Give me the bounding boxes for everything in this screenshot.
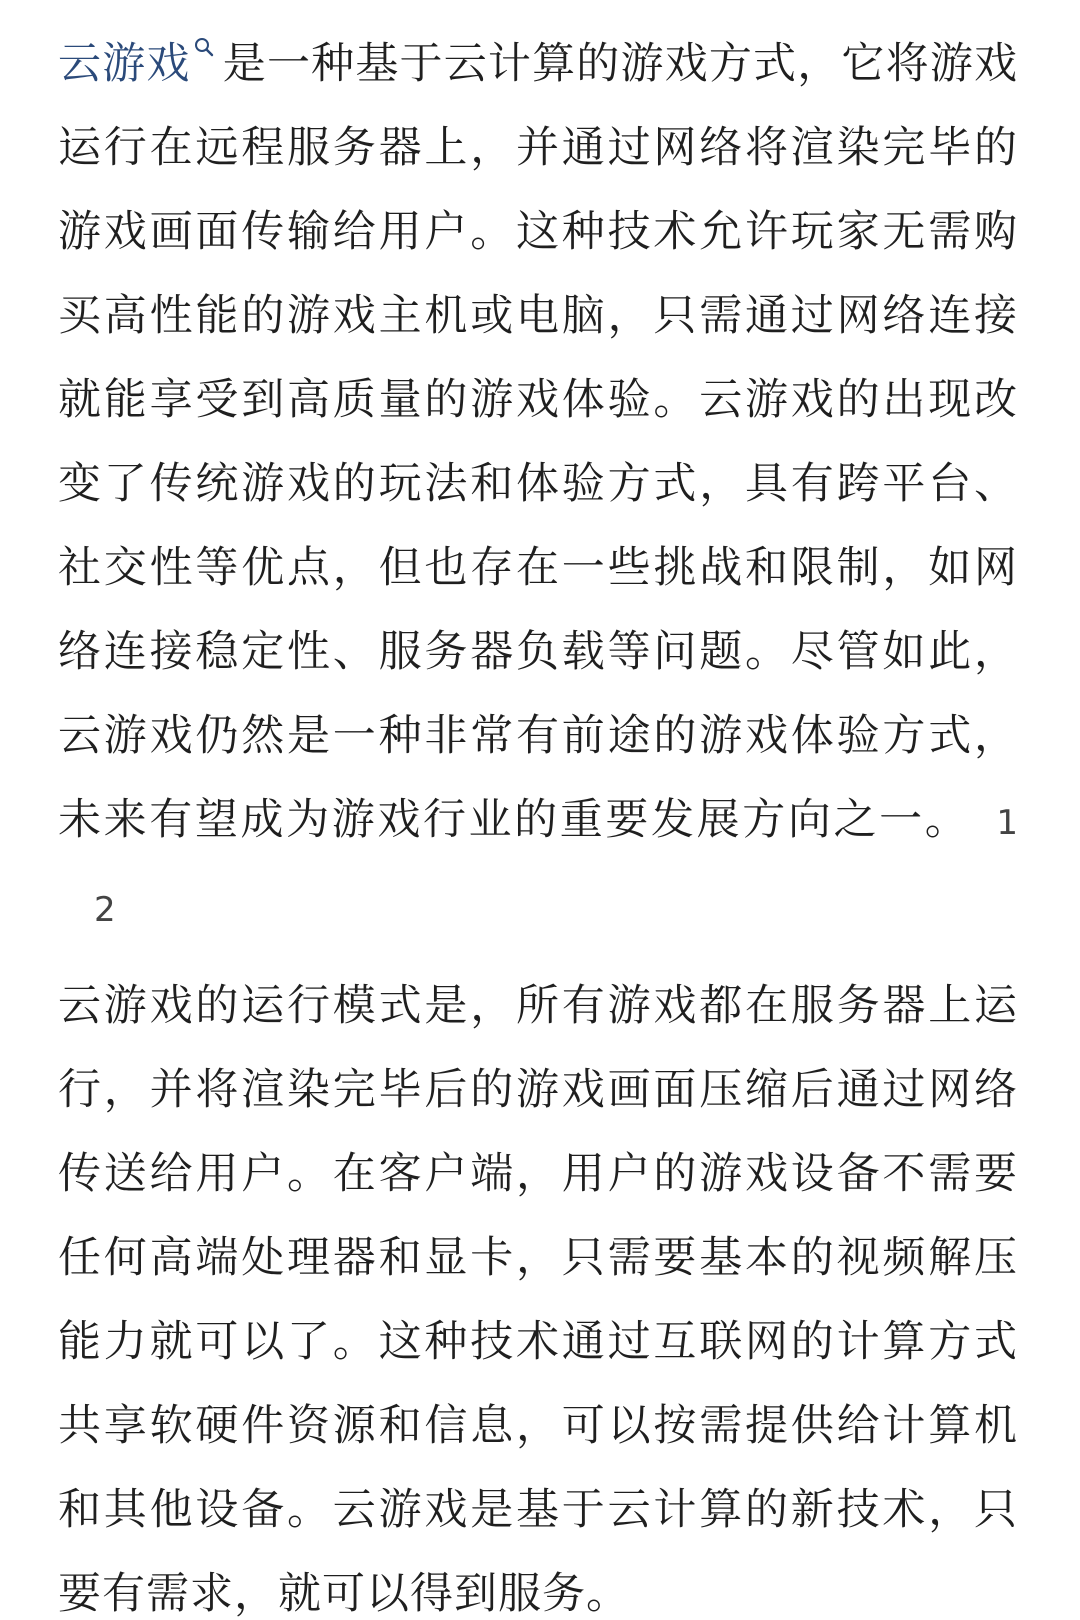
article-content <box>58 22 1018 1620</box>
cloud-gaming-link[interactable]: 云游戏 <box>58 39 191 89</box>
paragraph-1 <box>58 22 1018 952</box>
search-icon[interactable] <box>193 36 215 64</box>
paragraph-2: 云游戏的运行模式是，所有游戏都在服务器上运行，并将渲染完毕后的游戏画面压缩后通过网络传送给用户。在客户端，用户的游戏设备不需要任何高端处理器和显卡，只需要基本的视频解压能力就可以了。这种技术通过互联网的计算方式共享软硬件资源和信息，可以按需提供给计算机和其他设备。云游戏是基于云计算的新技术，只要有需求，就可以得到服务。 <box>58 981 1018 1619</box>
citation-1[interactable]: 1 <box>996 803 1018 843</box>
paragraph-1-text: 是一种基于云计算的游戏方式，它将游戏运行在远程服务器上，并通过网络将渲染完毕的游戏画面传输给用户。这种技术允许玩家无需购买高性能的游戏主机或电脑，只需通过网络连接就能享受到高质量的游戏体验。云游戏的出现改变了传统游戏的玩法和体验方式，具有跨平台、社交性等优点，但也存在一些挑战和限制，如网络连接稳定性、服务器负载等问题。尽管如此，云游戏仍然是一种非常有前途的游戏体验方式，未来有望成为游戏行业的重要发展方向之一。 <box>58 39 1019 845</box>
citation-2[interactable]: 2 <box>94 890 116 930</box>
